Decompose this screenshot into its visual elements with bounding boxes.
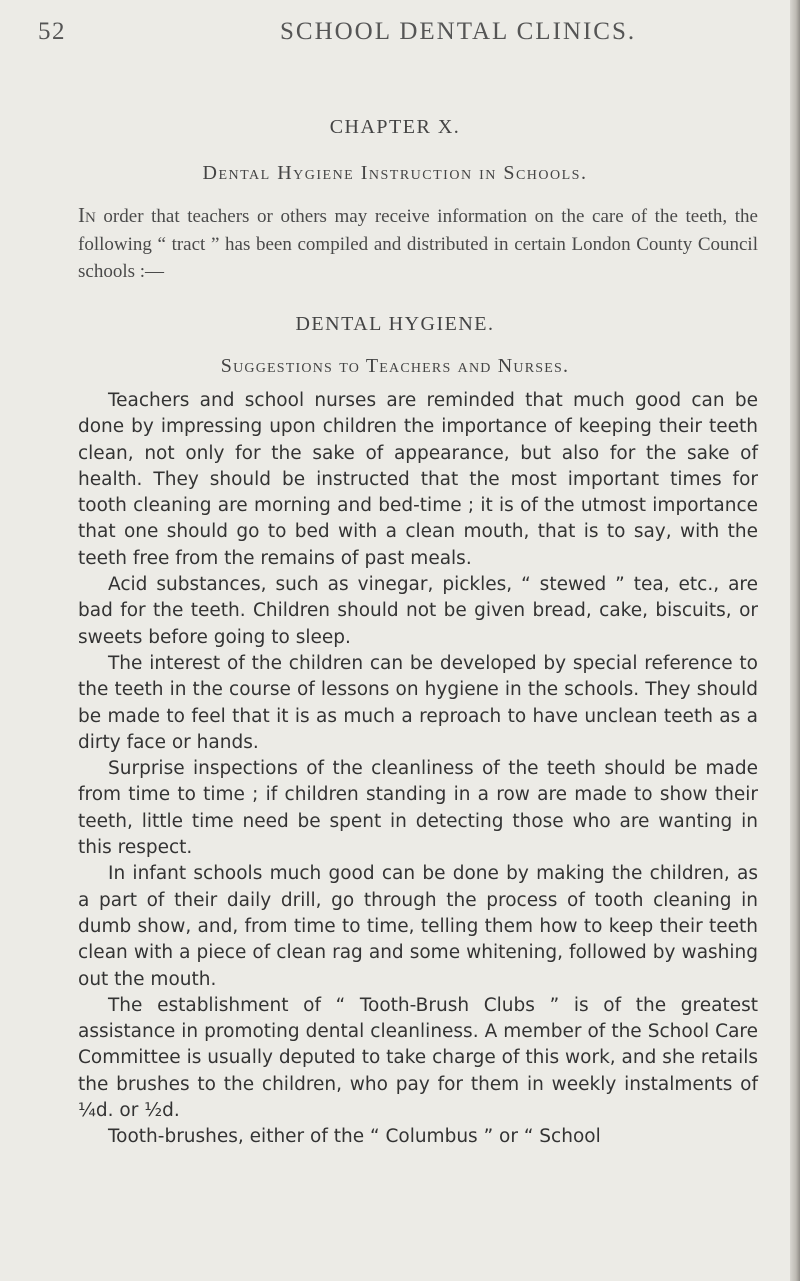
intro-text: order that teachers or others may receive information on the care of the teeth, the following “ tract ” has been compiled and distributed in certain London County Council schools :— — [78, 206, 758, 282]
chapter-heading: CHAPTER X. — [329, 116, 461, 138]
intro-lead-word: In — [78, 203, 96, 227]
running-title: SCHOOL DENTAL CLINICS. — [280, 18, 637, 45]
tract-subtitle: Suggestions to Teachers and Nurses. — [220, 355, 570, 377]
body-paragraph: Tooth-brushes, either of the “ Columbus ” or “ School — [108, 1126, 601, 1148]
tract-body — [78, 388, 758, 1151]
body-paragraph: The interest of the children can be developed by special reference to the teeth in the course of lessons on hygiene in the schools. They should be made to feel that it is as much a reproach to have unclean teeth as a dirty face or hands. — [78, 652, 758, 753]
chapter-title: Dental Hygiene Instruction in Schools. — [202, 162, 588, 184]
tract-title: DENTAL HYGIENE. — [295, 313, 495, 335]
body-paragraph: Teachers and school nurses are reminded that much good can be done by impressing upon children the importance of keeping their teeth clean, not only for the sake of appearance, but also for the sake of health. They should be instructed that the most important times for tooth cleaning are morning and bed-time ; it is of the utmost importance that one should go to bed with a clean mouth, that is to say, with the teeth free from the remains of past meals. — [78, 390, 758, 569]
page-number: 52 — [38, 18, 66, 45]
body-paragraph: The establishment of “ Tooth-Brush Clubs ” is of the greatest assistance in promoting dental cleanliness. A member of the School Care Committee is usually deputed to take charge of this work, and she retails the brushes to the children, who pay for them in weekly instalments of ¼d. or ½d. — [78, 994, 758, 1122]
body-paragraph: Acid substances, such as vinegar, pickles, “ stewed ” tea, etc., are bad for the teeth. Children should not be given bread, cake, biscuits, or sweets before going to sleep. — [78, 574, 758, 648]
intro-paragraph — [78, 202, 758, 286]
body-paragraph: Surprise inspections of the cleanliness of the teeth should be made from time to time ; if children standing in a row are made to show their teeth, little time need be spent in detecting those who are wanting in this respect. — [78, 758, 758, 859]
page-edge — [790, 0, 800, 1281]
body-paragraph: In infant schools much good can be done by making the children, as a part of their daily drill, go through the process of tooth cleaning in dumb show, and, from time to time, telling them how to keep their teeth clean with a piece of clean rag and some whitening, followed by washing out the mouth. — [78, 863, 758, 990]
